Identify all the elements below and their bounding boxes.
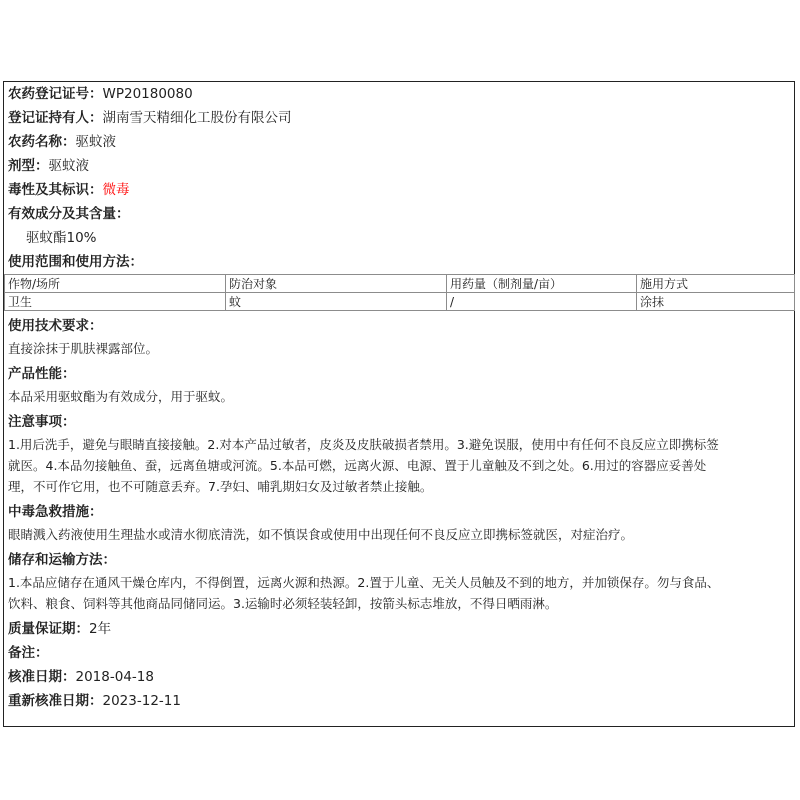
performance-heading <box>8 362 790 386</box>
first-aid-label: 中毒急救措施： <box>8 504 103 520</box>
ingredient-heading <box>8 202 790 226</box>
remarks-row <box>8 641 790 665</box>
storage-text <box>8 572 790 614</box>
ingredient-label: 有效成分及其含量： <box>8 206 130 222</box>
ingredient-value: 驱蚊酯10% <box>26 230 97 246</box>
usage-table-row <box>5 293 795 311</box>
precautions-heading <box>8 410 790 434</box>
precautions-line: 1.用后洗手，避免与眼睛直接接触。2.对本产品过敏者，皮炎及皮肤破损者禁用。3.避免误服，使用中有任何不良反应立即携标签 <box>8 437 719 452</box>
toxicity-value: 微毒 <box>102 182 130 198</box>
precautions-text <box>8 434 790 497</box>
usage-header-method: 施用方式 <box>637 275 795 293</box>
toxicity-label: 毒性及其标识： <box>8 182 103 198</box>
usage-table-header-row <box>5 275 795 293</box>
usage-cell-dosage: / <box>447 293 637 311</box>
warranty-label: 质量保证期： <box>8 621 89 637</box>
storage-heading <box>8 548 790 572</box>
usage-cell-crop: 卫生 <box>5 293 226 311</box>
holder-value: 湖南雪天精细化工股份有限公司 <box>102 110 292 126</box>
reapproval-date-row <box>8 689 790 713</box>
tech-requirements-text: 直接涂抹于肌肤裸露部位。 <box>8 341 159 356</box>
storage-line: 1.本品应储存在通风干燥仓库内，不得倒置，远离火源和热源。2.置于儿童、无关人员触及不到的地方，并加锁保存。勿与食品、 <box>8 575 720 590</box>
warranty-value: 2年 <box>89 621 112 637</box>
storage-label: 储存和运输方法： <box>8 552 116 568</box>
formulation-value: 驱蚊液 <box>48 158 89 174</box>
storage-line: 饮料、粮食、饲料等其他商品同储同运。3.运输时必须轻装轻卸，按箭头标志堆放，不得日晒雨淋。 <box>8 596 558 611</box>
usage-header-target: 防治对象 <box>226 275 447 293</box>
reapproval-date-label: 重新核准日期： <box>8 693 103 709</box>
pesticide-name-value: 驱蚊液 <box>75 134 116 150</box>
precautions-label: 注意事项： <box>8 414 76 430</box>
registration-number-label: 农药登记证号： <box>8 86 103 102</box>
tech-requirements-heading <box>8 314 790 338</box>
approval-date-label: 核准日期： <box>8 669 76 685</box>
registration-number-value: WP20180080 <box>102 86 193 102</box>
usage-cell-target: 蚊 <box>226 293 447 311</box>
precautions-line: 理，不可作它用，也不可随意丢弃。7.孕妇、哺乳期妇女及过敏者禁止接触。 <box>8 479 433 494</box>
toxicity-row <box>8 178 790 202</box>
pesticide-name-label: 农药名称： <box>8 134 76 150</box>
usage-heading <box>8 250 790 274</box>
pesticide-registration-document <box>3 81 795 727</box>
holder-label: 登记证持有人： <box>8 110 103 126</box>
performance-text: 本品采用驱蚊酯为有效成分，用于驱蚊。 <box>8 389 234 404</box>
formulation-row <box>8 154 790 178</box>
holder-row <box>8 106 790 130</box>
warranty-row <box>8 617 790 641</box>
pesticide-name-row <box>8 130 790 154</box>
usage-header-crop: 作物/场所 <box>5 275 226 293</box>
reapproval-date-value: 2023-12-11 <box>102 693 181 709</box>
precautions-line: 就医。4.本品勿接触鱼、蚕，远离鱼塘或河流。5.本品可燃，远离火源、电源、置于儿童触及不到之处。6.用过的容器应妥善处 <box>8 458 707 473</box>
approval-date-row <box>8 665 790 689</box>
remarks-label: 备注： <box>8 645 49 661</box>
approval-date-value: 2018-04-18 <box>75 669 154 685</box>
usage-label: 使用范围和使用方法： <box>8 254 143 270</box>
usage-cell-method: 涂抹 <box>637 293 795 311</box>
usage-header-dosage: 用药量（制剂量/亩） <box>447 275 637 293</box>
registration-number-row <box>8 82 790 106</box>
first-aid-heading <box>8 500 790 524</box>
tech-requirements-label: 使用技术要求： <box>8 318 103 334</box>
usage-table <box>4 274 795 311</box>
first-aid-text: 眼睛溅入药液使用生理盐水或清水彻底清洗，如不慎误食或使用中出现任何不良反应立即携标签就医，对症治疗。 <box>8 527 634 542</box>
formulation-label: 剂型： <box>8 158 49 174</box>
performance-label: 产品性能： <box>8 366 76 382</box>
